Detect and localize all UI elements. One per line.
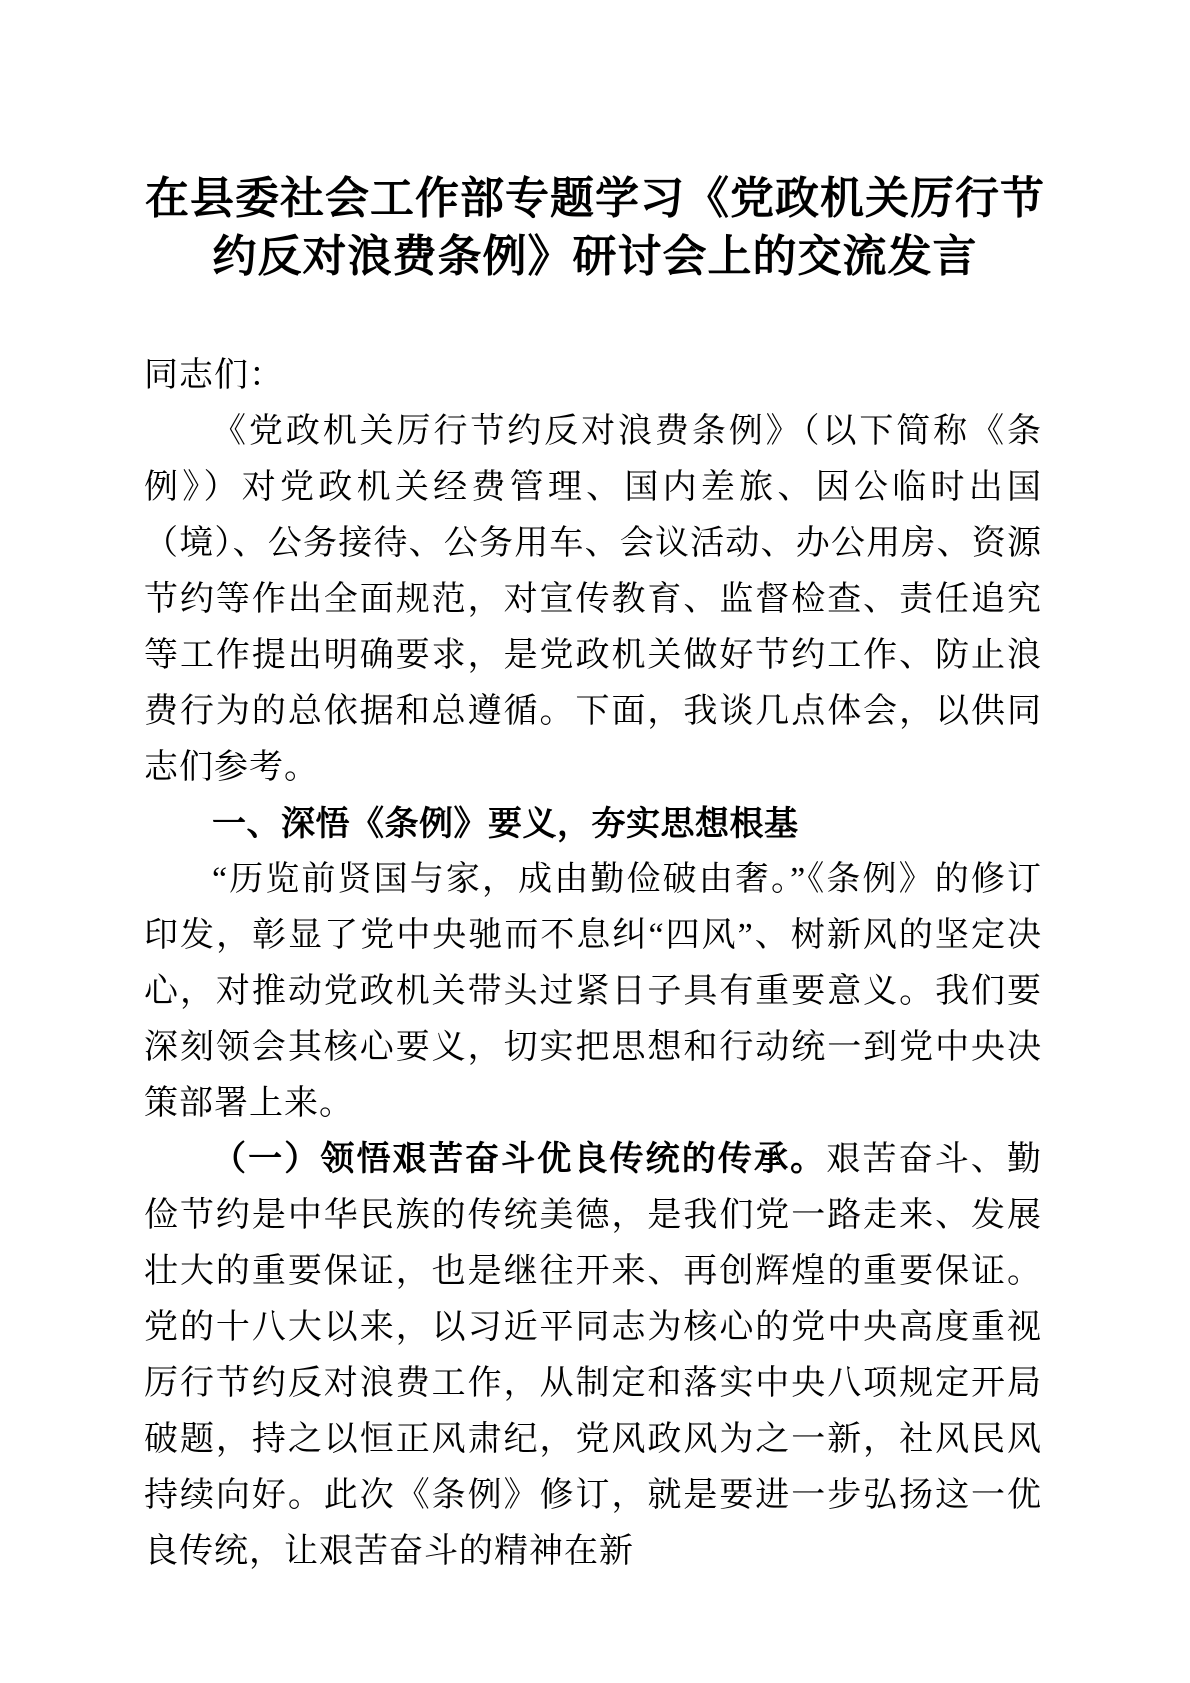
paragraph-section1-overview: “历览前贤国与家，成由勤俭破由奢。”《条例》的修订印发，彰显了党中央驰而不息纠“四风”、树新风的坚定决心，对推动党政机关带头过紧日子具有重要意义。我们要深刻领会其核心要义，切实把思想和行动统一到党中央决策部署上来。 <box>144 861 1042 1122</box>
subsection-1-text: 艰苦奋斗、勤俭节约是中华民族的传统美德，是我们党一路走来、发展壮大的重要保证，也是继往开来、再创辉煌的重要保证。党的十八大以来，以习近平同志为核心的党中央高度重视厉行节约反对浪费工作，从制定和落实中央八项规定开局破题，持之以恒正风肃纪，党风政风为之一新，社风民风持续向好。此次《条例》修订，就是要进一步弘扬这一优良传统，让艰苦奋斗的精神在新 <box>144 1141 1043 1570</box>
document-title <box>0 0 1190 286</box>
paragraph-subsection-1 <box>144 1132 1042 1580</box>
section-heading-1: 一、深悟《条例》要义，夯实思想根基 <box>212 805 799 843</box>
document-title-line-2: 约反对浪费条例》研讨会上的交流发言 <box>212 232 978 281</box>
subsection-1-lead: （一）领悟艰苦奋斗优良传统的传承。 <box>212 1141 827 1178</box>
paragraph-intro: 《党政机关厉行节约反对浪费条例》（以下简称《条例》）对党政机关经费管理、国内差旅、因公临时出国（境）、公务接待、公务用车、会议活动、办公用房、资源节约等作出全面规范，对宣传教育、监督检查、责任追究等工作提出明确要求，是党政机关做好节约工作、防止浪费行为的总依据和总遵循。下面，我谈几点体会，以供同志们参考。 <box>144 413 1042 786</box>
salutation: 同志们： <box>144 357 284 394</box>
document-title-line-1: 在县委社会工作部专题学习《党政机关厉行节 <box>145 174 1045 223</box>
document-body <box>0 348 1190 1580</box>
